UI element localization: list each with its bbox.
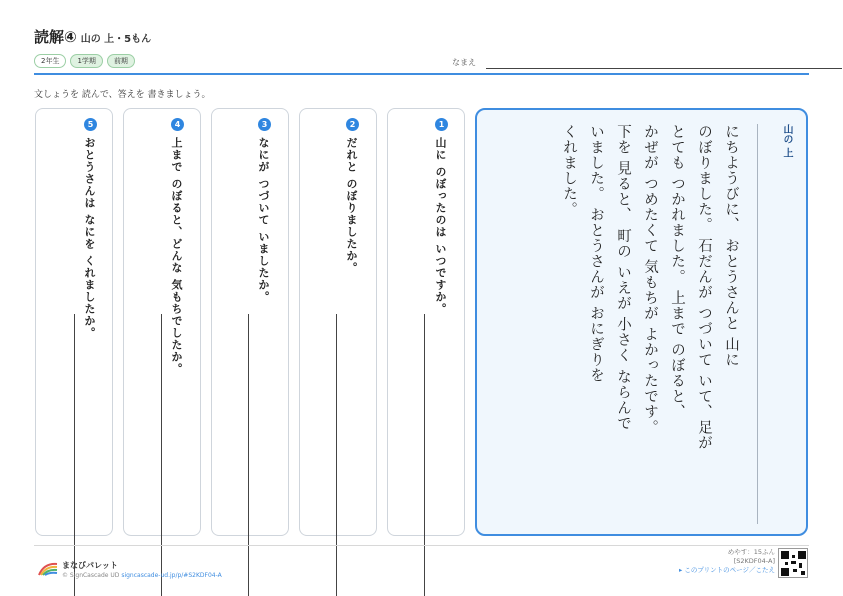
name-label: なまえ	[452, 58, 476, 67]
grade-tag: 2年生	[34, 54, 66, 68]
question-card-2	[299, 108, 377, 536]
question-number-badge: 3	[258, 118, 271, 131]
story-line: 下を 見ると、 町の いえが 小さく ならんで	[615, 124, 631, 432]
question-number-badge: 1	[435, 118, 448, 131]
question-card-5	[35, 108, 113, 536]
name-field[interactable]	[486, 68, 842, 69]
instruction-text: 文しょうを 読んで、答えを 書きましょう。	[34, 90, 211, 100]
story-title: 山の 上	[781, 124, 792, 158]
question-card-3	[211, 108, 289, 536]
brand-name: まなびパレット	[62, 561, 118, 570]
copyright-text: © SignCascade UD	[62, 572, 120, 579]
answer-line[interactable]	[424, 314, 425, 596]
time-estimate: めやす：15ふん	[727, 548, 775, 556]
page-title: 読解④	[34, 28, 77, 46]
qr-code-icon[interactable]	[778, 548, 808, 578]
question-text: だれと のぼりましたか。	[345, 137, 358, 274]
source-link[interactable]: signcascade-ud.jp/p/#S2KDF04-A	[121, 572, 222, 579]
story-box	[475, 108, 808, 536]
tag-list	[34, 54, 135, 68]
answer-page-link[interactable]: ▸ このプリントのページ／こたえ	[679, 566, 775, 574]
footer-divider	[34, 545, 809, 546]
story-text	[555, 124, 744, 524]
copyright	[62, 572, 222, 579]
page-subtitle: 山の 上・5もん	[80, 34, 152, 45]
question-text: なにが つづいて いましたか。	[257, 137, 270, 303]
worksheet-meta	[679, 548, 775, 575]
question-card-4	[123, 108, 201, 536]
worksheet-header	[34, 26, 810, 67]
worksheet-code: [S2KDF04-A]	[733, 557, 775, 565]
story-line: いました。 おとうさんが おにぎりを	[588, 124, 604, 384]
question-number-badge: 4	[171, 118, 184, 131]
period-tag: 前期	[107, 54, 135, 68]
story-line: くれました。	[561, 124, 577, 217]
question-text: 上まで のぼると、どんな 気もちでしたか。	[170, 137, 183, 375]
question-card-1	[387, 108, 465, 536]
answer-line[interactable]	[161, 314, 162, 596]
story-line: かぜが つめたくて 気もちが よかったです。	[642, 124, 658, 436]
question-text: 山に のぼったのは いつですか。	[434, 137, 447, 315]
answer-line[interactable]	[336, 314, 337, 596]
story-divider	[757, 124, 758, 524]
header-divider	[34, 73, 809, 75]
question-number-badge: 5	[84, 118, 97, 131]
answer-line[interactable]	[248, 314, 249, 596]
question-number-badge: 2	[346, 118, 359, 131]
brand-logo-icon	[38, 561, 58, 576]
story-line: のぼりました。 石だんが つづいて いて、足が	[696, 124, 712, 451]
term-tag: 1学期	[70, 54, 102, 68]
answer-line[interactable]	[74, 314, 75, 596]
story-line: とても つかれました。 上まで のぼると、	[669, 124, 685, 420]
story-line: にちようびに、 おとうさんと 山に	[723, 124, 739, 368]
question-text: おとうさんは なにを くれましたか。	[83, 137, 96, 339]
